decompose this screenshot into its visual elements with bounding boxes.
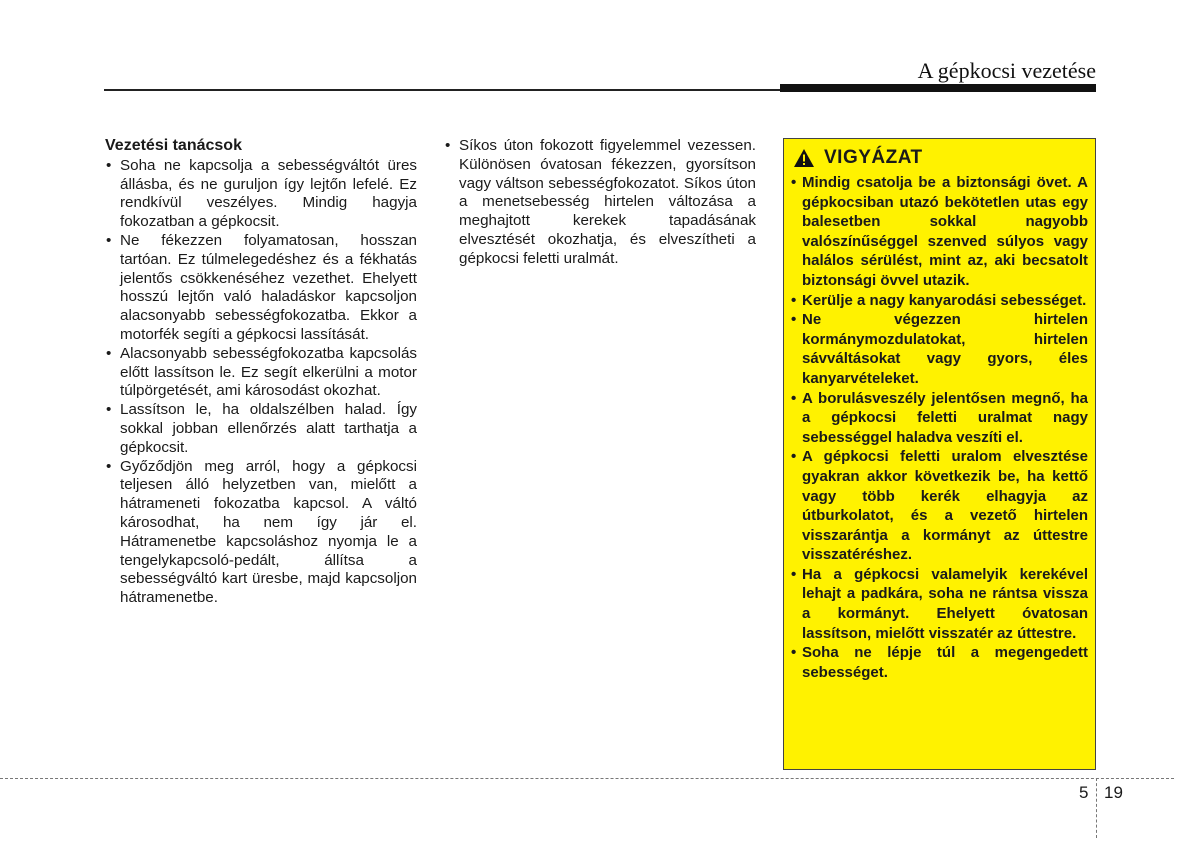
warning-item: • A borulásveszély jelentősen megnő, ha a gépkocsi feletti uralmat nagy sebességgel haladva veszíti el. [791, 389, 1088, 448]
tips-list [105, 157, 417, 608]
header-rule [104, 89, 780, 91]
warning-triangle-icon [793, 148, 815, 168]
tip-item: • Ne fékezzen folyamatosan, hosszan tartóan. Ez túlmelegedéshez és a fékhatás jelentős csökkenéséhez vezethet. Ehelyett hosszú lejtőn való haladáskor kapcsoljon alacsonyabb sebességfokozatba. Ekkor a motorfék segíti a gépkocsi lassítását. [105, 232, 417, 345]
chapter-number: 5 [1079, 783, 1089, 802]
warning-item: • Ne végezzen hirtelen kormánymozdulatokat, hirtelen sávváltásokat vagy gyors, éles kanyarvételeket. [791, 310, 1088, 388]
tip-item: • Síkos úton fokozott figyelemmel vezessen. Különösen óvatosan fékezzen, gyorsítson vagy váltson sebességfokozatot. Síkos úton a menetsebesség hirtelen változása a meghajtott kerekek tapadásának elvesztését okozhatja, és elveszítheti a gépkocsi feletti uralmát. [444, 137, 756, 269]
warning-box [783, 138, 1096, 770]
tips-column-left [105, 137, 417, 608]
tips-column-right [444, 137, 756, 269]
tip-item: • Soha ne kapcsolja a sebességváltót üres állásba, és ne guruljon így lejtőn lefelé. Ez rendkívül veszélyes. Mindig hagyja fokozatban a gépkocsit. [105, 157, 417, 232]
tip-item: • Lassítson le, ha oldalszélben halad. Így sokkal jobban ellenőrzés alatt tarthatja a gépkocsit. [105, 401, 417, 457]
warning-item: • A gépkocsi feletti uralom elvesztése gyakran akkor következik be, ha kettő vagy több kerék elhagyja az útburkolatot, és a vezető hirtelen visszarántja a kormányt az úttestre visszatéréshez. [791, 447, 1088, 565]
section-title: Vezetési tanácsok [105, 137, 242, 154]
warning-header [791, 147, 1088, 169]
warning-item: • Ha a gépkocsi valamelyik kerekével lehajt a padkára, soha ne rántsa vissza a kormányt. Ehelyett óvatosan lassítson, mielőtt visszatér az úttestre. [791, 565, 1088, 643]
warning-title: VIGYÁZAT [824, 147, 923, 168]
warning-list [791, 173, 1088, 682]
footer-divider [0, 778, 1174, 779]
page-number: 19 [1104, 783, 1123, 802]
page-header-title: A gépkocsi vezetése [917, 58, 1096, 83]
warning-item: • Mindig csatolja be a biztonsági övet. A gépkocsiban utazó bekötetlen utas egy balesetben sokkal nagyobb valószínűséggel szenved súlyos vagy halálos sérülést, mint az, aki becsatolt biztonsági övvel utazik. [791, 173, 1088, 291]
header-bar [780, 84, 1096, 92]
tip-item: • Alacsonyabb sebességfokozatba kapcsolás előtt lassítson le. Ez segít elkerülni a motor túlpörgetését, ami károsodást okozhat. [105, 345, 417, 401]
footer-vertical-divider [1096, 778, 1097, 838]
tip-item: • Győződjön meg arról, hogy a gépkocsi teljesen álló helyzetben van, mielőtt a hátrameneti fokozatba kapcsol. A váltó károsodhat, ha nem így jár el. Hátramenetbe kapcsoláshoz nyomja le a tengelykapcsoló-pedált, állítsa a sebességváltó kart üresbe, majd kapcsoljon hátramenetbe. [105, 458, 417, 608]
warning-item: • Kerülje a nagy kanyarodási sebességet. [791, 291, 1088, 311]
warning-item: • Soha ne lépje túl a megengedett sebességet. [791, 643, 1088, 682]
tips-list-continued [444, 137, 756, 269]
